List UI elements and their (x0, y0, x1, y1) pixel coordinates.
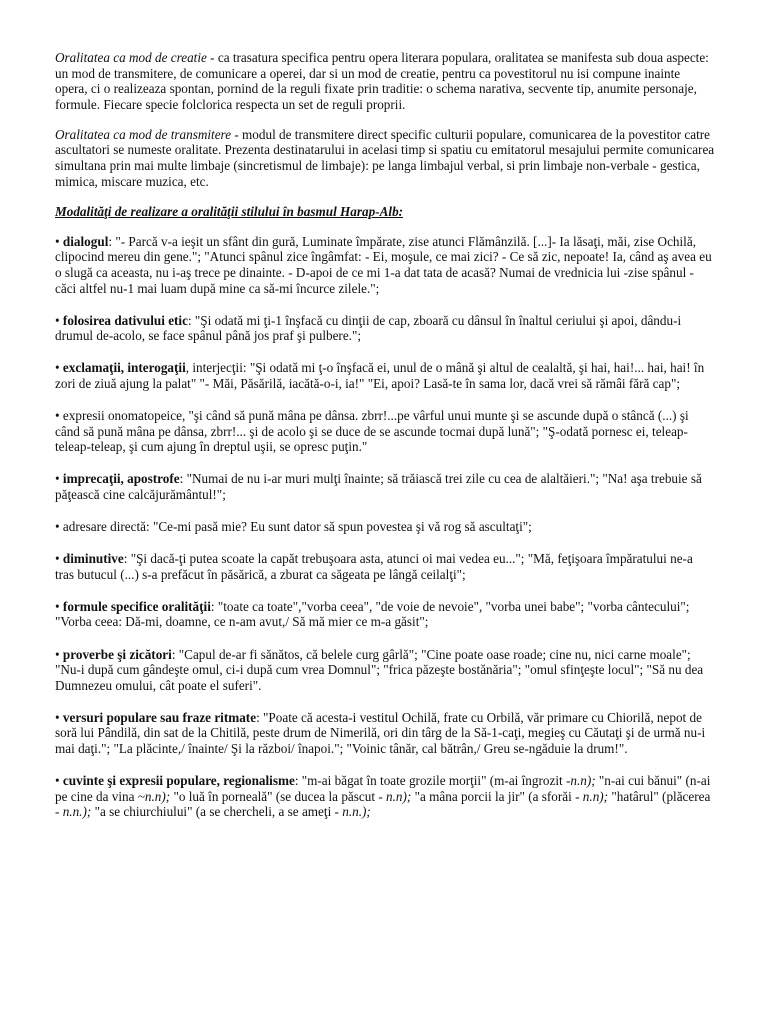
list-item-oral-formulas: • formule specifice oralităţii: "toate ca toate","vorba ceea", "de voie de nevoie", "vorba unei babe"; "vorba cântecului"; "Vorba ceea: Dă-mi, doamne, ce n-am avut,/ Să mă mier ce m-a găsit"; (55, 598, 690, 630)
item-label: cuvinte şi expresii populare, regionalisme (62, 773, 295, 789)
list-item-regionalisms: • cuvinte şi expresii populare, regionalisme: "m-ai băgat în toate grozile morţii" (m-ai îngrozit -n.n); "n-ai cui bănui" (n-ai pe cine da vina ~n.n); "o luă în porneală" (se ducea la păscut - n.n); "a mâna porcii la jir" (a sforăi - n.n); "hatârul" (plăcerea - n.n.); "a se chiurchiului" (a se chercheli, a se ameţi - n.n.); (55, 773, 711, 820)
segment-note: ~n.n); (137, 788, 171, 804)
item-text: : "Numai de nu i-ar muri mulţi înainte; să trăiască trei zile cu cea de alaltăieri."; "Na! aşa trebuie să păţească cine calcăjurământul!"; (55, 471, 702, 502)
segment: "hatârul" (plăcerea (608, 788, 711, 804)
list-item-ethical-dative: • folosirea dativului etic: "Şi odată mi ţi-1 înşfacă cu dinţii de cap, zboară cu dânsul în înaltul ceriului şi apoi, dându-i drumul de-acolo, se face spânul până jos praf şi pulbere."; (55, 312, 682, 344)
section-heading: Modalităţi de realizare a oralităţii stilului în basmul Harap-Alb: (55, 203, 404, 219)
item-text: : "Şi odată mi ţi-1 înşfacă cu dinţii de cap, zboară cu dânsul în înaltul ceriului şi apoi, dându-i drumul de-acolo, se face spânul până jos praf şi pulbere."; (55, 312, 682, 344)
segment-note: - n.n.); (334, 804, 371, 820)
item-label: adresare directă (62, 519, 147, 535)
item-text: : "- Parcă v-a ieşit un sfânt din gură, Luminate împărate, zise atunci Flămânzilă. [...]- Ia lăsaţi, măi, zise Ochilă, clipocind mereu din gene."; "Atunci spânul zice îngâmfat: - Ei, moşule, ce mai zici? - Ce să zic, nepoate! Ia, când aş avea eu o slugă ca aceasta, nu i-aş trece pe dinainte. - D-apoi de ce mi 1-a dat tata de acasă? Numai de vrednicia lui -zise spânul - căci altfel nu-1 mai luam după mine ca să-mi încurce zilele."; (55, 233, 712, 296)
list-item-folk-verses: • versuri populare sau fraze ritmate: "Poate că acesta-i vestitul Ochilă, frate cu Orbilă, văr primare cu Chiorilă, nepot de soră lui Pândilă, din sat de la Chitilă, peste drum de Nimerilă, ori din târg de la Să-1-caţi, megieş cu Căutaţi şi de urmă nu-i mai daţi."; "La plăcinte,/ înainte/ Şi la război/ înapoi."; "Voinic tânăr, cal bătrân,/ Greu se-ngăduie la drum!". (55, 709, 706, 756)
segment: "n-ai cui bănui" (n-ai pe cine da vina (55, 773, 711, 804)
item-label: expresii onomatopeice (62, 408, 182, 424)
segment-note: - n.n); (575, 788, 609, 804)
item-label: imprecaţii, apostrofe (62, 471, 180, 487)
list-item-dialog: • dialogul: "- Parcă v-a ieşit un sfânt din gură, Luminate împărate, zise atunci Flămânzilă. [...]- Ia lăsaţi, măi, zise Ochilă, clipocind mereu din gene."; "Atunci spânul zice îngâmfat: - Ei, moşule, ce mai zici? - Ce să zic, nepoate! Ia, când aş avea eu o slugă ca aceasta, nu i-aş trece pe dinainte. - D-apoi de ce mi 1-a dat tata de acasă? Numai de vrednicia lui -zise spânul - căci altfel nu-1 mai luam după mine ca să-mi încurce zilele."; (55, 233, 712, 296)
segment-note: - n.n.); (55, 804, 92, 820)
segment-note: -n.n); (565, 773, 596, 789)
term-oral-creation: Oralitatea ca mod de creatie (55, 50, 207, 65)
item-label: formule specifice oralităţii (62, 598, 211, 614)
paragraph-text: - ca trasatura specifica pentru opera literara populara, oralitatea se manifesta sub doua aspecte: un mod de transmitere, de comunicare a operei, dar si un mod de creatie, pentru ca povestitorul nu isi compune inainte opera, ci o realizeaza spontan, pornind de la reguli fixate prin traditie: o schema narativa, secvente tip, anumite personaje, formule. Fiecare specie folclorica respecta un set de reguli proprii. (55, 50, 709, 112)
list-item-exclamations: • exclamaţii, interogaţii, interjecţii: "Şi odată mi ţ-o înşfacă ei, unul de o mână şi altul de cealaltă, şi hai, hai!... hai, hai! în zori de ziuă ajung la palat" "- Măi, Păsărilă, iacătă-o-i, ia!" "Ei, apoi? Lasă-te în sama lor, dacă vrei să rămâi fără cap"; (55, 360, 705, 391)
item-label: proverbe şi zicători (62, 646, 172, 662)
list-item-diminutives: • diminutive: "Şi dacă-ţi putea scoate la capăt trebuşoara asta, atunci oi mai vedea eu..."; "Mă, feţişoara împăratului ne-a tras butucul (...) s-a prefăcut în păsărică, a zburat ca săgeata pe lângă ceilalţi"; (55, 551, 693, 582)
item-label: dialogul (62, 233, 109, 249)
item-text: , interjecţii: "Şi odată mi ţ-o înşfacă ei, unul de o mână şi altul de cealaltă, şi hai, hai!... hai, hai! în zori de ziuă ajung la palat" "- Măi, Păsărilă, iacătă-o-i, ia!" "Ei, apoi? Lasă-te în sama lor, dacă vrei să rămâi fără cap"; (55, 360, 705, 391)
item-text: : "Capul de-ar fi sănătos, că belele curg gârlă"; "Cine poate oase roade; cine nu, nici carne moale"; "Nu-i după cum gândeşte omul, ci-i după cum vrea Domnul"; "frica păzeşte bostănăria"; "omul sfinţeşte locul"; "Să nu dea Dumnezeu omului, cât poate el suferi". (55, 646, 704, 693)
segment: : "m-ai băgat în toate grozile morţii" (m-ai îngrozit (294, 773, 566, 789)
item-label: diminutive (62, 551, 124, 567)
list-item-proverbs: • proverbe şi zicători: "Capul de-ar fi sănătos, că belele curg gârlă"; "Cine poate oase roade; cine nu, nici carne moale"; "Nu-i după cum gândeşte omul, ci-i după cum vrea Domnul"; "frica păzeşte bostănăria"; "omul sfinţeşte locul"; "Să nu dea Dumnezeu omului, cât poate el suferi". (55, 646, 704, 693)
paragraph-oral-creation (55, 50, 715, 112)
document-page (55, 50, 715, 836)
item-label: folosirea dativului etic (62, 312, 188, 328)
term-oral-transmission: Oralitatea ca mod de transmitere (55, 126, 232, 142)
item-label: versuri populare sau fraze ritmate (62, 709, 257, 725)
paragraph-text: - modul de transmitere direct specific culturii populare, comunicarea de la povestitor catre ascultatori se numeste oralitate. Prezenta destinatarului in acelasi timp si spatiu cu emitatorul mesajului permite comunicarea simultana prin mai multe limbaje (sincretismul de limbaje): pe langa limbajul verbal, si prin limbaje non-verbale - gestica, mimica, miscare muzica, etc. (55, 126, 715, 189)
item-text: : "Poate că acesta-i vestitul Ochilă, frate cu Orbilă, văr primare cu Chiorilă, nepot de soră lui Pândilă, din sat de la Chitilă, peste drum de Nimerilă, ori din târg de la Să-1-caţi, megieş cu Căutaţi şi de urmă nu-i mai daţi."; "La plăcinte,/ înainte/ Şi la război/ înapoi."; "Voinic tânăr, cal bătrân,/ Greu se-ngăduie la drum!". (55, 709, 706, 756)
segment: "a se chiurchiului" (a se chercheli, a se ameţi (91, 804, 335, 820)
segment: "a mâna porcii la jir" (a sforăi (411, 788, 576, 804)
list-item-direct-address: • adresare directă: "Ce-mi pasă mie? Eu sunt dator să spun povestea şi vă rog să ascultaţi"; (55, 519, 532, 535)
paragraph-oral-transmission (55, 127, 715, 189)
item-text: , "şi când să pună mâna pe dânsa. zbrr!...pe vârful unui munte şi se ascunde după o stâncă (...) şi când să pună mâna pe dânsa, zbrr!... şi de acolo şi se duce de se ascunde tocmai după lună"; "Ş-odată pornesc ei, teleap-teleap-teleap, şi cum ajung în dreptul uşii, se opresc puţin." (55, 408, 689, 455)
list-item-onomatopoeia: • expresii onomatopeice, "şi când să pună mâna pe dânsa. zbrr!...pe vârful unui munte şi se ascunde după o stâncă (...) şi când să pună mâna pe dânsa, zbrr!... şi de acolo şi se duce de se ascunde tocmai după lună"; "Ş-odată pornesc ei, teleap-teleap-teleap, şi cum ajung în dreptul uşii, se opresc puţin." (55, 408, 689, 455)
segment-note: - n.n); (378, 788, 412, 804)
item-text: : "toate ca toate","vorba ceea", "de voie de nevoie", "vorba unei babe"; "vorba cântecului"; "Vorba ceea: Dă-mi, doamne, ce n-am avut,/ Să mă mier ce m-a găsit"; (55, 598, 690, 630)
item-label: exclamaţii, interogaţii (62, 360, 186, 376)
item-text: : "Ce-mi pasă mie? Eu sunt dator să spun povestea şi vă rog să ascultaţi"; (146, 519, 532, 535)
item-text: : "Şi dacă-ţi putea scoate la capăt trebuşoara asta, atunci oi mai vedea eu..."; "Mă, feţişoara împăratului ne-a tras butucul (...) s-a prefăcut în păsărică, a zburat ca săgeata pe lângă ceilalţi"; (55, 551, 693, 582)
segment: "o luă în porneală" (se ducea la păscut (170, 788, 379, 804)
list-item-imprecations: • imprecaţii, apostrofe: "Numai de nu i-ar muri mulţi înainte; să trăiască trei zile cu cea de alaltăieri."; "Na! aşa trebuie să păţească cine calcăjurământul!"; (55, 471, 702, 502)
